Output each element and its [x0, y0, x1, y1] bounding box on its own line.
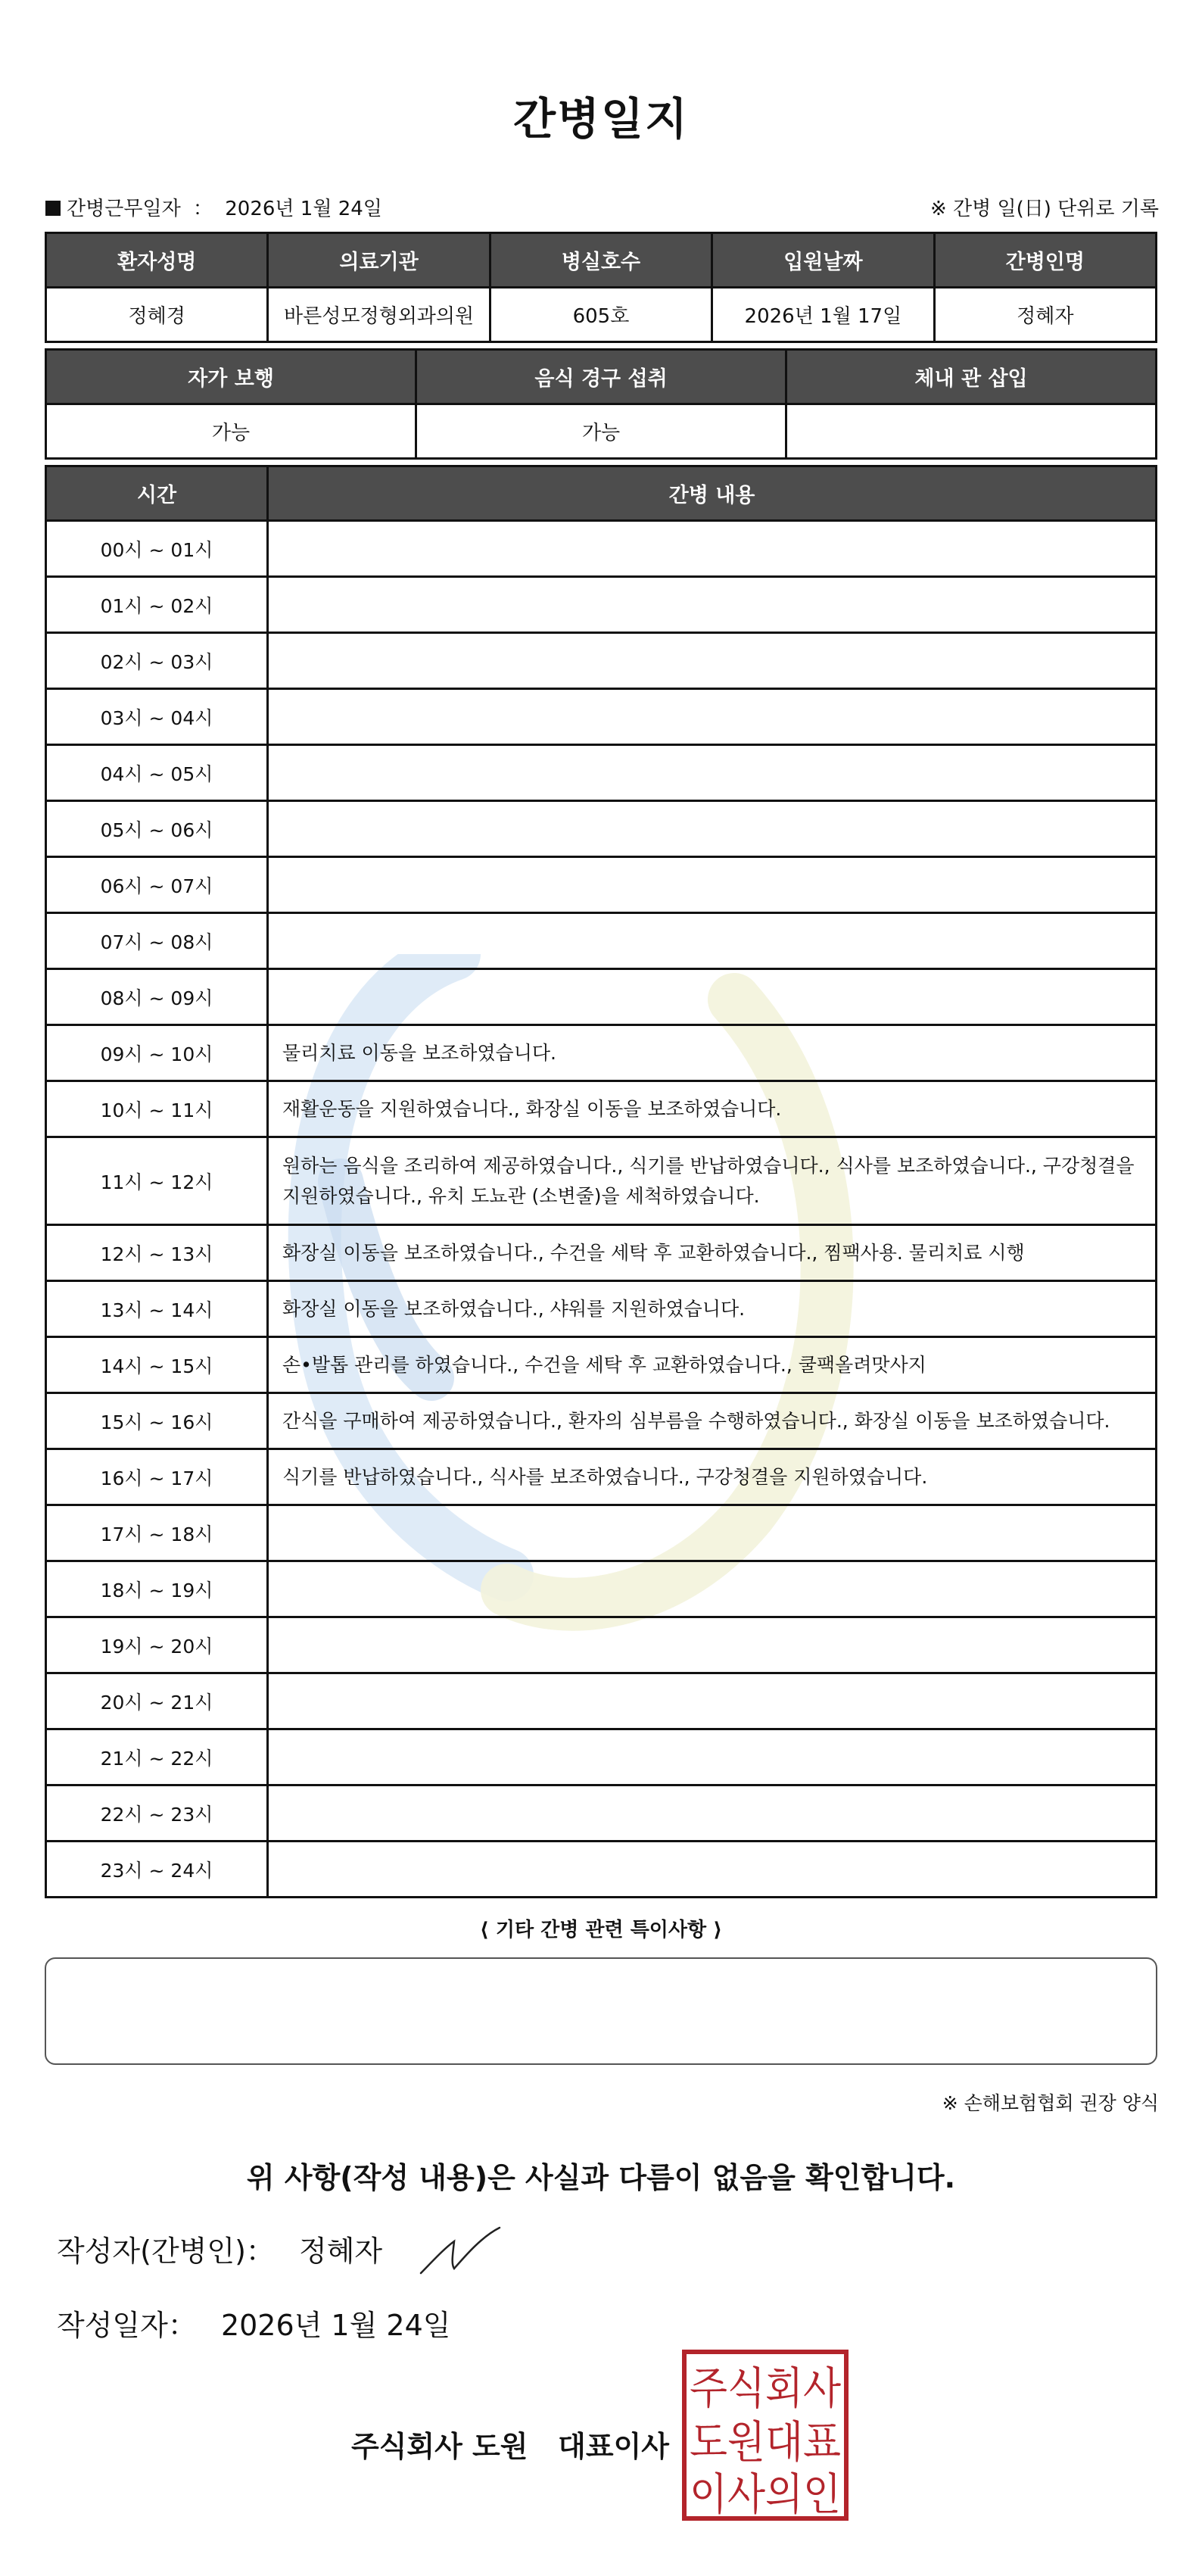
header-room: 병실호수 [490, 233, 712, 288]
care-log-row [46, 1729, 1157, 1785]
work-date-value: 2026년 1월 24일 [225, 198, 382, 220]
company-signature: 주식회사 도원 대표이사 [351, 2430, 669, 2463]
patient-name: 정혜경 [46, 288, 268, 342]
care-content: 원하는 음식을 조리하여 제공하였습니다., 식기를 반납하였습니다., 식사를 보조하였습니다., 구강청결을 지원하였습니다., 유치 도뇨관 (소변줄)을 세척하였습니다. [268, 1137, 1157, 1225]
care-log-row [46, 1337, 1157, 1393]
care-content [268, 689, 1157, 745]
time-slot: 00시 ~ 01시 [46, 521, 268, 577]
confirm-statement: 위 사항(작성 내용)은 사실과 다름이 없음을 확인합니다. [246, 2161, 956, 2194]
care-log-row [46, 633, 1157, 689]
time-slot: 06시 ~ 07시 [46, 857, 268, 913]
care-content: 화장실 이동을 보조하였습니다., 샤워를 지원하였습니다. [268, 1281, 1157, 1337]
svg-text:주식회사: 주식회사 [690, 2362, 841, 2414]
admission-date: 2026년 1월 17일 [712, 288, 934, 342]
time-slot: 19시 ~ 20시 [46, 1617, 268, 1673]
author-name: 정혜자 [299, 2235, 383, 2268]
time-slot: 17시 ~ 18시 [46, 1505, 268, 1561]
remarks-label: ⟨ 기타 간병 관련 특이사항 ⟩ [479, 1919, 723, 1941]
care-log-row [46, 1505, 1157, 1561]
care-content [268, 1785, 1157, 1842]
care-log-row [46, 745, 1157, 801]
time-slot: 16시 ~ 17시 [46, 1449, 268, 1505]
time-slot: 14시 ~ 15시 [46, 1337, 268, 1393]
care-content [268, 1673, 1157, 1729]
self-walking-value: 가능 [46, 404, 416, 459]
care-log-row [46, 1137, 1157, 1225]
care-log-row [46, 1842, 1157, 1898]
header-tube-insertion: 체내 관 삽입 [786, 350, 1157, 404]
author-label: 작성자(간병인)： [57, 2235, 275, 2268]
care-content [268, 1842, 1157, 1898]
patient-status-table [45, 348, 1157, 460]
care-content: 재활운동을 지원하였습니다., 화장실 이동을 보조하였습니다. [268, 1081, 1157, 1137]
time-slot: 18시 ~ 19시 [46, 1561, 268, 1617]
care-content [268, 633, 1157, 689]
time-slot: 10시 ~ 11시 [46, 1081, 268, 1137]
care-log-row [46, 1281, 1157, 1337]
time-slot: 01시 ~ 02시 [46, 577, 268, 633]
care-log-row [46, 1785, 1157, 1842]
time-slot: 05시 ~ 06시 [46, 801, 268, 857]
time-slot: 13시 ~ 14시 [46, 1281, 268, 1337]
remarks-box [45, 1957, 1157, 2065]
work-date [45, 193, 382, 221]
care-content: 화장실 이동을 보조하였습니다., 수건을 세탁 후 교환하였습니다., 찜팩사용. 물리치료 시행 [268, 1225, 1157, 1281]
care-log-row [46, 1561, 1157, 1617]
care-content [268, 1505, 1157, 1561]
care-content: 간식을 구매하여 제공하였습니다., 환자의 심부름을 수행하였습니다., 화장실 이동을 보조하였습니다. [268, 1393, 1157, 1449]
page-title: 간병일지 [512, 93, 690, 145]
work-date-label: 간병근무일자 [67, 198, 181, 220]
header-patient-name: 환자성명 [46, 233, 268, 288]
time-slot: 03시 ~ 04시 [46, 689, 268, 745]
header-time: 시간 [46, 466, 268, 521]
care-log-row [46, 1617, 1157, 1673]
company-seal-stamp [681, 2349, 849, 2521]
care-log-row [46, 521, 1157, 577]
author-line [57, 2228, 382, 2269]
handwritten-signature [415, 2219, 506, 2279]
care-content [268, 857, 1157, 913]
time-slot: 15시 ~ 16시 [46, 1393, 268, 1449]
time-slot: 02시 ~ 03시 [46, 633, 268, 689]
header-oral-intake: 음식 경구 섭취 [416, 350, 786, 404]
care-content [268, 913, 1157, 969]
time-slot: 11시 ~ 12시 [46, 1137, 268, 1225]
work-date-separator: ： [192, 198, 213, 220]
care-content: 식기를 반납하였습니다., 식사를 보조하였습니다., 구강청결을 지원하였습니다. [268, 1449, 1157, 1505]
room-number: 605호 [490, 288, 712, 342]
care-log-row [46, 1025, 1157, 1081]
time-slot: 21시 ~ 22시 [46, 1729, 268, 1785]
care-log-row [46, 913, 1157, 969]
written-date-line [57, 2302, 450, 2344]
time-slot: 08시 ~ 09시 [46, 969, 268, 1025]
header-admission-date: 입원날짜 [712, 233, 934, 288]
care-content [268, 745, 1157, 801]
care-log-row [46, 1673, 1157, 1729]
care-content [268, 1561, 1157, 1617]
care-log-row [46, 801, 1157, 857]
care-log-row [46, 857, 1157, 913]
care-log-table [45, 465, 1157, 1898]
time-slot: 22시 ~ 23시 [46, 1785, 268, 1842]
time-slot: 12시 ~ 13시 [46, 1225, 268, 1281]
time-slot: 04시 ~ 05시 [46, 745, 268, 801]
time-slot: 09시 ~ 10시 [46, 1025, 268, 1081]
time-slot: 23시 ~ 24시 [46, 1842, 268, 1898]
care-content [268, 521, 1157, 577]
header-caregiver-name: 간병인명 [934, 233, 1156, 288]
written-date: 2026년 1월 24일 [220, 2309, 451, 2342]
record-note: ※ 간병 일(日) 단위로 기록 [930, 198, 1159, 220]
care-content: 손•발톱 관리를 하였습니다., 수건을 세탁 후 교환하였습니다., 쿨팩올려맛사지 [268, 1337, 1157, 1393]
header-care-content: 간병 내용 [268, 466, 1157, 521]
care-log-row [46, 1393, 1157, 1449]
written-date-label: 작성일자： [57, 2309, 197, 2342]
caregiver-name: 정혜자 [934, 288, 1156, 342]
header-hospital: 의료기관 [268, 233, 490, 288]
care-content: 물리치료 이동을 보조하였습니다. [268, 1025, 1157, 1081]
care-content [268, 969, 1157, 1025]
care-content [268, 801, 1157, 857]
time-slot: 20시 ~ 21시 [46, 1673, 268, 1729]
svg-text:이사의인: 이사의인 [690, 2468, 841, 2520]
care-log-row [46, 689, 1157, 745]
patient-info-table [45, 232, 1157, 343]
care-log-row [46, 1081, 1157, 1137]
square-bullet-icon [45, 201, 61, 216]
care-log-row [46, 1449, 1157, 1505]
header-self-walking: 자가 보행 [46, 350, 416, 404]
tube-insertion-value [786, 404, 1157, 459]
hospital-name: 바른성모정형외과의원 [268, 288, 490, 342]
care-log-row [46, 577, 1157, 633]
recommend-note: ※ 손해보험협회 권장 양식 [942, 2092, 1159, 2114]
svg-text:도원대표: 도원대표 [690, 2416, 841, 2468]
oral-intake-value: 가능 [416, 404, 786, 459]
care-log-row [46, 1225, 1157, 1281]
care-content [268, 577, 1157, 633]
care-log-row [46, 969, 1157, 1025]
time-slot: 07시 ~ 08시 [46, 913, 268, 969]
care-content [268, 1617, 1157, 1673]
care-content [268, 1729, 1157, 1785]
